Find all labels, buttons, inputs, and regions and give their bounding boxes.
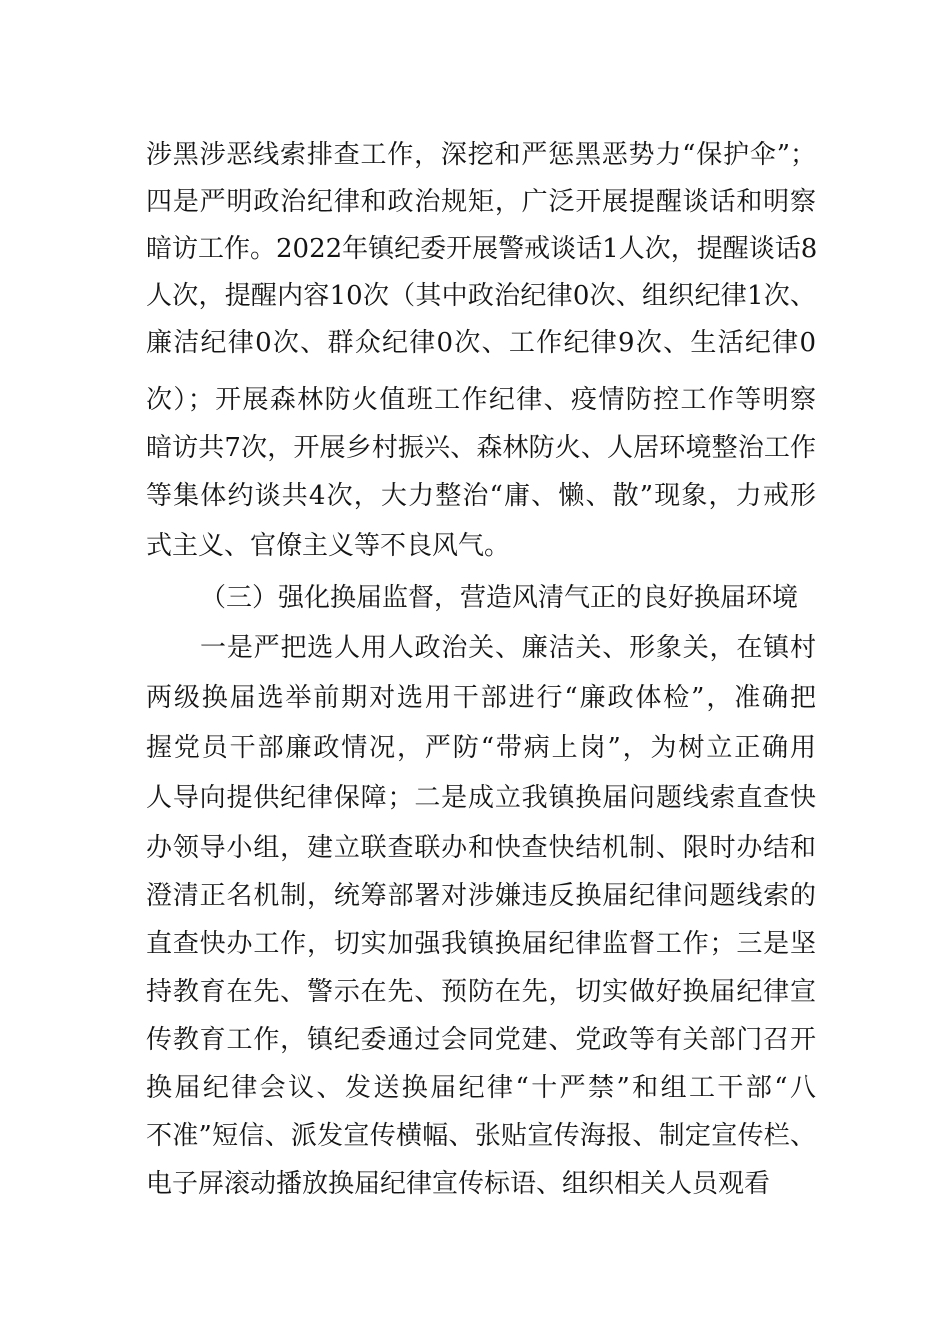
body-text-line: 暗访工作。2022年镇纪委开展警戒谈话1人次，提醒谈话8 — [146, 234, 818, 264]
body-text-line: 暗访共7次，开展乡村振兴、森林防火、人居环境整治工作 — [146, 433, 816, 463]
body-text-line: 直查快办工作，切实加强我镇换届纪律监督工作；三是坚 — [146, 929, 816, 959]
body-text-line: 握党员干部廉政情况，严防“带病上岗”，为树立正确用 — [146, 733, 816, 763]
body-text-line: 电子屏滚动播放换届纪律宣传标语、组织相关人员观看 — [146, 1169, 771, 1199]
body-text-line: 持教育在先、警示在先、预防在先，切实做好换届纪律宣 — [146, 977, 816, 1007]
section-heading: （三）强化换届监督，营造风清气正的良好换届环境 — [200, 583, 799, 613]
body-text-line: 涉黑涉恶线索排查工作，深挖和严惩黑恶势力“保护伞”； — [146, 140, 816, 170]
paragraph-first-line: 一是严把选人用人政治关、廉洁关、形象关，在镇村 — [200, 633, 816, 663]
body-text-line: 两级换届选举前期对选用干部进行“廉政体检”，准确把 — [146, 683, 816, 713]
body-text-line: 人导向提供纪律保障；二是成立我镇换届问题线索直查快 — [146, 783, 816, 813]
body-text-line: 人次，提醒内容10次（其中政治纪律0次、组织纪律1次、 — [146, 281, 816, 311]
body-text-line: 等集体约谈共4次，大力整治“庸、懒、散”现象，力戒形 — [146, 481, 816, 511]
body-text-line: 式主义、官僚主义等不良风气。 — [146, 531, 511, 561]
body-text-line: 办领导小组，建立联查联办和快查快结机制、限时办结和 — [146, 833, 816, 863]
body-text-line: 四是严明政治纪律和政治规矩，广泛开展提醒谈话和明察 — [146, 187, 816, 217]
body-text-line: 廉洁纪律0次、群众纪律0次、工作纪律9次、生活纪律0 — [146, 328, 816, 358]
body-text-line: 传教育工作，镇纪委通过会同党建、党政等有关部门召开 — [146, 1025, 816, 1055]
body-text-line: 不准”短信、派发宣传横幅、张贴宣传海报、制定宣传栏、 — [146, 1121, 816, 1151]
body-text-line: 换届纪律会议、发送换届纪律“十严禁”和组工干部“八 — [146, 1073, 816, 1103]
body-text-line: 澄清正名机制，统筹部署对涉嫌违反换届纪律问题线索的 — [146, 881, 816, 911]
body-text-line: 次）；开展森林防火值班工作纪律、疫情防控工作等明察 — [146, 385, 816, 415]
